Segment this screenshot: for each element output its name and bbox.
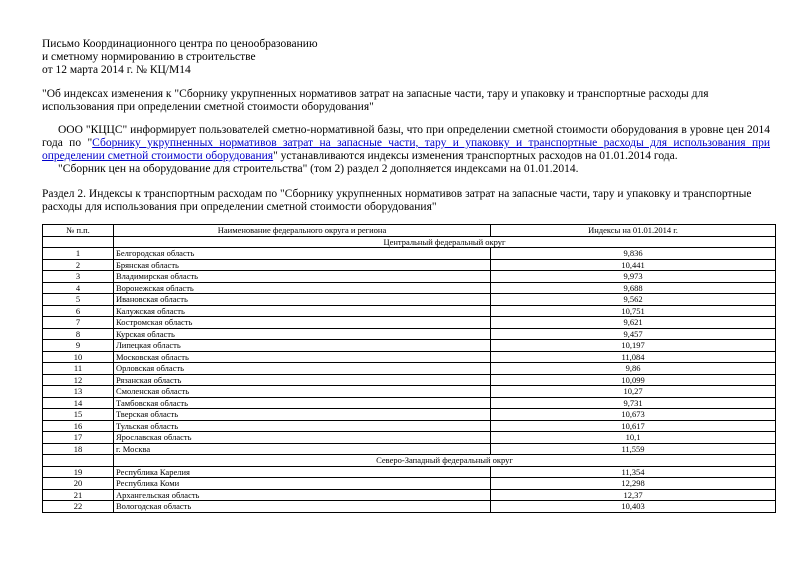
row-number: 22 <box>43 501 114 513</box>
index-value: 10,27 <box>491 386 776 398</box>
index-value: 9,836 <box>491 248 776 260</box>
table-row <box>43 282 776 294</box>
index-value: 12,298 <box>491 478 776 490</box>
region-name: Орловская область <box>114 363 491 375</box>
row-number: 10 <box>43 351 114 363</box>
table-row <box>43 443 776 455</box>
row-number: 3 <box>43 271 114 283</box>
row-number: 7 <box>43 317 114 329</box>
row-number: 18 <box>43 443 114 455</box>
region-name: Ивановская область <box>114 294 491 306</box>
index-value: 9,973 <box>491 271 776 283</box>
row-number: 16 <box>43 420 114 432</box>
table-row <box>43 386 776 398</box>
index-value: 10,1 <box>491 432 776 444</box>
table-row <box>43 409 776 421</box>
paragraph-1-after: " устанавливаются индексы изменения транспортных расходов на 01.01.2014 года. <box>273 150 678 162</box>
table-row <box>43 501 776 513</box>
row-number: 1 <box>43 248 114 260</box>
table-body <box>43 236 776 512</box>
region-name: Вологодская область <box>114 501 491 513</box>
section-title: Раздел 2. Индексы к транспортным расходам по "Сборнику укрупненных нормативов затрат на запасные части, тару и упаковку и транспортные расходы для использования при определении сметной стоимости оборудования" <box>42 188 752 213</box>
table-row <box>43 305 776 317</box>
table-row <box>43 478 776 490</box>
region-name: Архангельская область <box>114 489 491 501</box>
row-number: 17 <box>43 432 114 444</box>
header-line-3: от 12 марта 2014 г. № КЦ/М14 <box>42 64 191 76</box>
federal-district-label: Центральный федеральный округ <box>114 236 776 248</box>
region-name: Белгородская область <box>114 248 491 260</box>
region-name: Республика Коми <box>114 478 491 490</box>
table-row <box>43 466 776 478</box>
paragraph-2: "Сборник цен на оборудование для строительства" (том 2) раздел 2 дополняется индексами на 01.01.2014. <box>58 163 579 175</box>
index-value: 9,86 <box>491 363 776 375</box>
table-row <box>43 340 776 352</box>
column-header-index: Индексы на 01.01.2014 г. <box>491 225 776 237</box>
region-name: Калужская область <box>114 305 491 317</box>
row-number: 11 <box>43 363 114 375</box>
region-name: Смоленская область <box>114 386 491 398</box>
row-number: 15 <box>43 409 114 421</box>
row-number: 2 <box>43 259 114 271</box>
region-name: Тамбовская область <box>114 397 491 409</box>
index-value: 10,197 <box>491 340 776 352</box>
federal-district-label: Северо-Западный федеральный округ <box>114 455 776 467</box>
index-value: 9,688 <box>491 282 776 294</box>
region-name: Брянская область <box>114 259 491 271</box>
region-name: Воронежская область <box>114 282 491 294</box>
column-header-number: № п.п. <box>43 225 114 237</box>
table-header-row <box>43 225 776 237</box>
document-page <box>42 38 770 513</box>
index-value: 9,457 <box>491 328 776 340</box>
paragraph-1 <box>42 124 770 163</box>
table-row <box>43 363 776 375</box>
index-value: 11,084 <box>491 351 776 363</box>
region-name: Тверская область <box>114 409 491 421</box>
column-header-region: Наименование федерального округа и региона <box>114 225 491 237</box>
row-number: 21 <box>43 489 114 501</box>
index-value: 9,562 <box>491 294 776 306</box>
region-name: Рязанская область <box>114 374 491 386</box>
region-name: Владимирская область <box>114 271 491 283</box>
table-row <box>43 432 776 444</box>
index-value: 11,559 <box>491 443 776 455</box>
row-number: 4 <box>43 282 114 294</box>
table-row <box>43 489 776 501</box>
table-row <box>43 248 776 260</box>
table-row <box>43 374 776 386</box>
group-empty-cell <box>43 236 114 248</box>
table-row <box>43 259 776 271</box>
region-name: г. Москва <box>114 443 491 455</box>
indices-table <box>42 224 776 513</box>
table-row <box>43 351 776 363</box>
row-number: 19 <box>43 466 114 478</box>
index-value: 11,354 <box>491 466 776 478</box>
region-name: Республика Карелия <box>114 466 491 478</box>
table-row <box>43 271 776 283</box>
row-number: 6 <box>43 305 114 317</box>
index-value: 12,37 <box>491 489 776 501</box>
group-empty-cell <box>43 455 114 467</box>
row-number: 13 <box>43 386 114 398</box>
region-name: Московская область <box>114 351 491 363</box>
region-name: Липецкая область <box>114 340 491 352</box>
index-value: 9,731 <box>491 397 776 409</box>
table-row <box>43 328 776 340</box>
index-value: 10,403 <box>491 501 776 513</box>
region-name: Костромская область <box>114 317 491 329</box>
row-number: 8 <box>43 328 114 340</box>
table-row <box>43 294 776 306</box>
index-value: 9,621 <box>491 317 776 329</box>
index-value: 10,099 <box>491 374 776 386</box>
collection-link[interactable]: Сборнику укрупненных нормативов затрат на запасные части, тару и упаковку и транспортные расходы для использования при определении сметной стоимости оборудования <box>42 137 771 162</box>
table-row <box>43 420 776 432</box>
table-group-row <box>43 236 776 248</box>
table-group-row <box>43 455 776 467</box>
region-name: Курская область <box>114 328 491 340</box>
row-number: 12 <box>43 374 114 386</box>
index-value: 10,751 <box>491 305 776 317</box>
row-number: 14 <box>43 397 114 409</box>
region-name: Ярославская область <box>114 432 491 444</box>
row-number: 9 <box>43 340 114 352</box>
letter-subject: "Об индексах изменения к "Сборнику укрупненных нормативов затрат на запасные части, тару и упаковку и транспортные расходы для использования при определении сметной стоимости оборудования" <box>42 88 709 113</box>
table-row <box>43 397 776 409</box>
row-number: 20 <box>43 478 114 490</box>
table-row <box>43 317 776 329</box>
index-value: 10,673 <box>491 409 776 421</box>
index-value: 10,441 <box>491 259 776 271</box>
header-line-2: и сметному нормированию в строительстве <box>42 51 256 63</box>
region-name: Тульская область <box>114 420 491 432</box>
header-line-1: Письмо Координационного центра по ценообразованию <box>42 38 318 50</box>
paragraph-1-before: ООО "КЦЦС" информирует пользователей сметно-нормативной базы, что при определении сметной стоимости оборудования в уровне цен 2014 года по " <box>42 124 770 149</box>
letter-header <box>42 38 770 77</box>
index-value: 10,617 <box>491 420 776 432</box>
row-number: 5 <box>43 294 114 306</box>
